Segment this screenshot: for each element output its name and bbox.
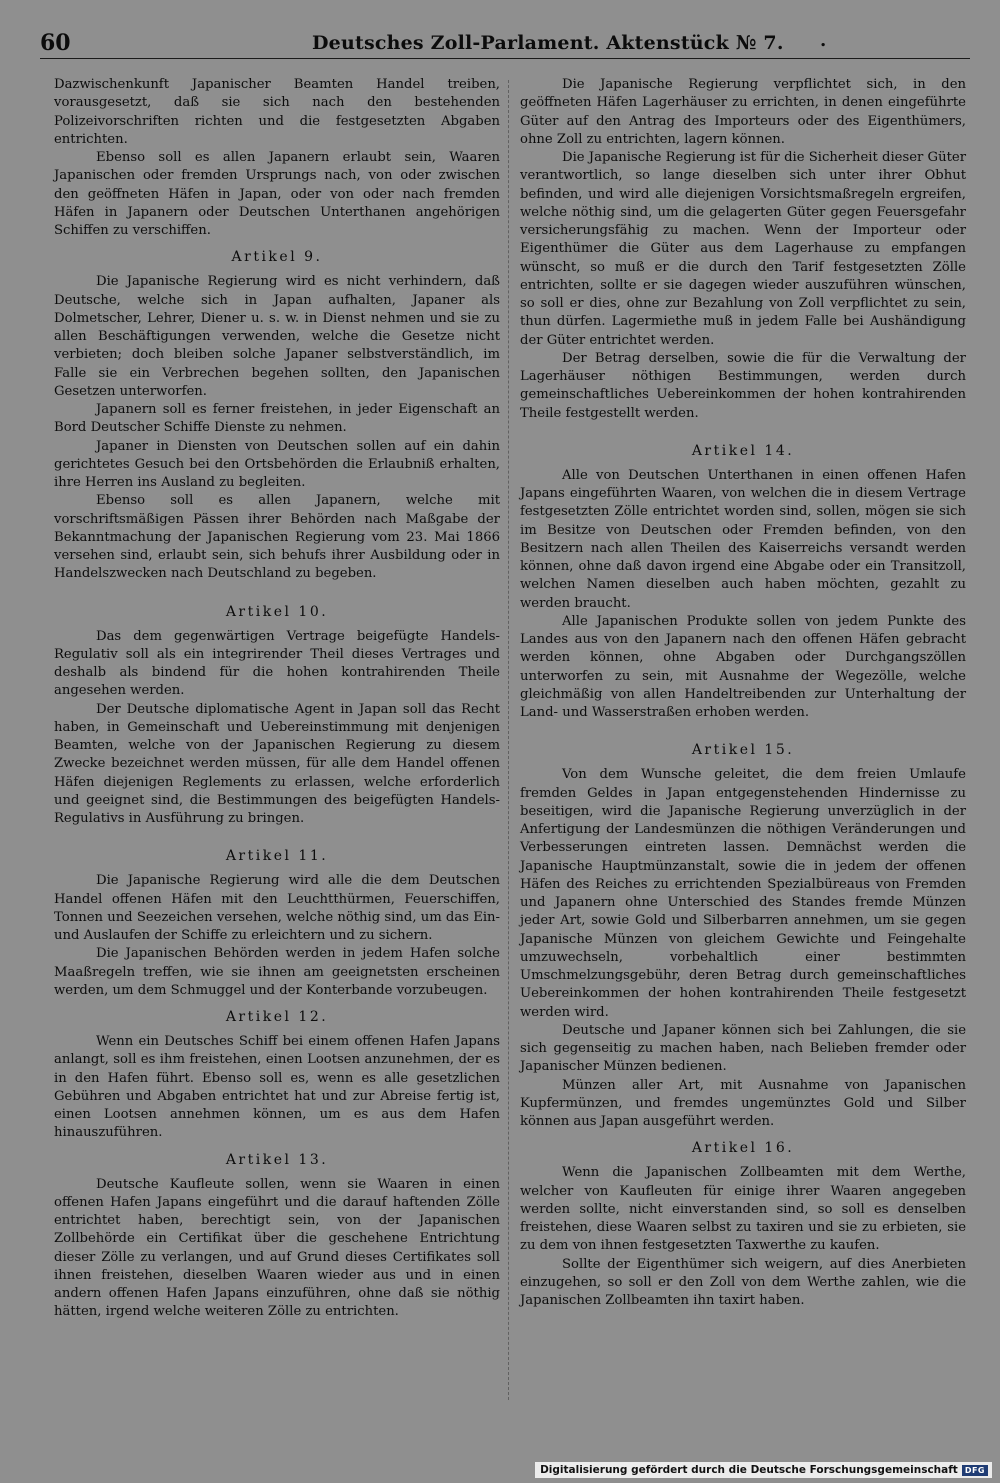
- running-header: [40, 30, 970, 58]
- paragraph: Japaner in Diensten von Deutschen sollen auf ein dahin gerichtetes Gesuch bei den Ortsbehörden die Erlaubniß erhalten, ihre Herren ins Ausland zu begleiten.: [54, 438, 500, 490]
- paragraph: Der Betrag derselben, sowie die für die Verwaltung der Lagerhäuser nöthigen Bestimmungen, werden durch gemeinschaftliches Uebereinkommen der hohen kontrahirenden Theile festgestellt werden.: [520, 350, 966, 421]
- paragraph: Die Japanische Regierung wird es nicht verhindern, daß Deutsche, welche sich in Japan aufhalten, Japaner als Dolmetscher, Lehrer, Diener u. s. w. in Dienst nehmen und sie zu allen Beschäftigungen verwenden, welche die Gesetze nicht verbieten; doch bleiben solche Japaner selbstverständlich, im Falle sie ein Verbrechen begehen sollten, den Japanischen Gesetzen unterworfen.: [54, 274, 500, 399]
- header-title: Deutsches Zoll-Parlament. Aktenstück № 7.: [312, 32, 784, 54]
- article-heading: Artikel 13.: [225, 1151, 329, 1168]
- header-dot: .: [820, 30, 827, 51]
- paragraph: Ebenso soll es allen Japanern erlaubt sein, Waaren Japanischen oder fremden Ursprungs nach, von oder zwischen den geöffneten Häfen in Japan, oder von oder nach fremden Häfen in Japanern oder Deutschen Unterthanen angehörigen Schiffen zu verschiffen.: [54, 150, 500, 238]
- paragraph: Das dem gegenwärtigen Vertrage beigefügte Handels-Regulativ soll als ein integrirender Theil dieses Vertrages und deshalb als bindend für die hohen kontrahirenden Theile angesehen werden.: [54, 628, 500, 699]
- paragraph: Japanern soll es ferner freistehen, in jeder Eigenschaft an Bord Deutscher Schiffe Dienste zu nehmen.: [54, 402, 500, 436]
- paragraph: Münzen aller Art, mit Ausnahme von Japanischen Kupfermünzen, und fremdes ungemünztes Gold und Silber können aus Japan ausgeführt werden.: [520, 1077, 966, 1129]
- article-heading: Artikel 15.: [691, 742, 795, 759]
- left-column: [54, 76, 500, 1322]
- column-divider: [508, 80, 509, 1400]
- paragraph: Wenn ein Deutsches Schiff bei einem offenen Hafen Japans anlangt, soll es ihm freistehen, einen Lootsen anzunehmen, der es in den Hafen führt. Ebenso soll es, wenn es alle gesetzlichen Gebühren und Abgaben entrichtet hat und zur Abreise fertig ist, einen Lootsen annehmen können, um es aus dem Hafen hinauszuführen.: [54, 1034, 500, 1141]
- article-heading: Artikel 16.: [691, 1140, 795, 1157]
- paragraph: Von dem Wunsche geleitet, die dem freien Umlaufe fremden Geldes in Japan entgegenstehenden Hindernisse zu beseitigen, wird die Japanische Regierung unverzüglich in der Anfertigung der Landesmünzen die nöthigen Veränderungen und Verbesserungen eintreten lassen. Demnächst werden die Japanische Hauptmünzanstalt, sowie die in jedem der offenen Häfen des Reiches zu errichtenden Spezialbüreaus von Fremden und Japanern ohne Unterschied des Standes fremde Münzen jeder Art, sowie Gold und Silberbarren annehmen, um sie gegen Japanische Münzen von gleichem Gewichte und Feingehalte umzuwechseln, vorbehaltlich einer bestimmten Umschmelzungsgebühr, deren Betrag durch gemeinschaftliches Uebereinkommen der hohen kontrahirenden Theile festgesetzt werden wird.: [520, 767, 966, 1020]
- paragraph: Die Japanische Regierung verpflichtet sich, in den geöffneten Häfen Lagerhäuser zu errichten, in denen eingeführte Güter auf den Antrag des Importeurs oder des Eigenthümers, ohne Zoll zu entrichten, lagern können.: [520, 77, 966, 147]
- article-heading: Artikel 9.: [231, 249, 323, 266]
- paragraph: Alle von Deutschen Unterthanen in einen offenen Hafen Japans eingeführten Waaren, von welchen die in diesem Vertrage festgesetzten Zölle entrichtet worden sind, sollen, mögen sie sich im Besitze von Deutschen oder Fremden befinden, von den Besitzern nach allen Theilen des Kaiserreichs versandt werden können, ohne daß davon irgend eine Abgabe oder ein Transitzoll, welchen Namen dieselben auch haben möchten, gezahlt zu werden braucht.: [520, 467, 966, 611]
- paragraph: Ebenso soll es allen Japanern, welche mit vorschriftsmäßigen Pässen ihrer Behörden nach Maßgabe der Bekanntmachung der Japanischen Regierung vom 23. Mai 1866 versehen sind, erlaubt sein, sich behufs ihrer Ausbildung oder in Handelszwecken nach Deutschland zu begeben.: [54, 493, 500, 582]
- paragraph: Die Japanischen Behörden werden in jedem Hafen solche Maaßregeln treffen, wie sie ihnen am geeignetsten erscheinen werden, um dem Schmuggel und der Konterbande vorzubeugen.: [54, 946, 500, 998]
- right-column: [520, 76, 966, 1310]
- paragraph: Deutsche und Japaner können sich bei Zahlungen, die sie sich gegenseitig zu machen haben, nach Belieben fremder oder Japanischer Münzen bedienen.: [520, 1022, 966, 1075]
- credit-text: Digitalisierung gefördert durch die Deutsche Forschungsgemeinschaft: [540, 1464, 958, 1476]
- paragraph: Dazwischenkunft Japanischer Beamten Handel treiben, vorausgesetzt, daß sie sich nach den bestehenden Polizeivorschriften richten und die festgesetzten Abgaben entrichten.: [54, 77, 500, 147]
- dfg-logo: DFG: [962, 1465, 988, 1476]
- paragraph: Deutsche Kaufleute sollen, wenn sie Waaren in einen offenen Hafen Japans eingeführt und die darauf haftenden Zölle entrichtet haben, berechtigt sein, von der Japanischen Zollbehörde ein Certifikat über die geschehene Entrichtung dieser Zölle zu verlangen, und auf Grund dieses Certifikates soll ihnen freistehen, dieselben Waaren wieder aus und in einen andern offenen Hafen Japans einzuführen, ohne daß sie nöthig hätten, irgend welche weiteren Zölle zu entrichten.: [54, 1176, 500, 1320]
- page-number: 60: [40, 30, 71, 56]
- article-heading: Artikel 11.: [225, 848, 329, 865]
- paragraph: Der Deutsche diplomatische Agent in Japan soll das Recht haben, in Gemeinschaft und Uebereinstimmung mit denjenigen Beamten, welche von der Japanischen Regierung zu diesem Zwecke bezeichnet werden müssen, für alle dem Handel offenen Häfen diejenigen Reglements zu erlassen, welche erforderlich und geeignet sind, die Bestimmungen des beigefügten Handels-Regulativs in Ausführung zu bringen.: [54, 701, 500, 826]
- paragraph: Die Japanische Regierung ist für die Sicherheit dieser Güter verantwortlich, so lange dieselben sich unter ihrer Obhut befinden, und wird alle diejenigen Vorsichtsmaßregeln ergreifen, welche nöthig sind, um die gelagerten Güter gegen Feuersgefahr versicherungsfähig zu machen. Wenn der Importeur oder Eigenthümer die Güter aus dem Lagerhause zu empfangen wünscht, so muß er die durch den Tarif festgesetzten Zölle entrichten, sollte er sie dagegen wieder auszuführen wünschen, so soll er dies, ohne zur Bezahlung von Zoll verpflichtet zu sein, thun dürfen. Lagermiethe muß in jedem Falle bei Aushändigung der Güter entrichtet werden.: [520, 150, 966, 348]
- paragraph: Sollte der Eigenthümer sich weigern, auf dies Anerbieten einzugehen, so soll er den Zoll von dem Werthe zahlen, wie die Japanischen Zollbeamten ihn taxirt haben.: [520, 1256, 966, 1308]
- article-heading: Artikel 12.: [225, 1009, 329, 1025]
- paragraph: Die Japanische Regierung wird alle die dem Deutschen Handel offenen Häfen mit den Leuchtthürmen, Feuerschiffen, Tonnen und Seezeichen versehen, welche nöthig sind, um das Ein- und Auslaufen der Schiffe zu erleichtern und zu sichern.: [54, 873, 500, 943]
- header-rule: [40, 58, 970, 59]
- paragraph: Wenn die Japanischen Zollbeamten mit dem Werthe, welcher von Kaufleuten für einige ihrer Waaren angegeben werden sollte, nicht einverstanden sind, so soll es denselben freistehen, diese Waaren selbst zu taxiren und sie zu erbieten, sie zu dem von ihnen festgesetzten Taxwerthe zu kaufen.: [520, 1165, 966, 1254]
- article-heading: Artikel 10.: [225, 603, 329, 620]
- article-heading: Artikel 14.: [691, 442, 795, 459]
- paragraph: Alle Japanischen Produkte sollen von jedem Punkte des Landes aus von den Japanern nach den offenen Häfen gebracht werden können, ohne Abgaben oder Durchgangszöllen unterworfen zu sein, mit Ausnahme der Wegezölle, welche gleichmäßig von allen Handeltreibenden zur Unterhaltung der Land- und Wasserstraßen erhoben werden.: [520, 613, 966, 720]
- digitization-credit: [535, 1462, 992, 1478]
